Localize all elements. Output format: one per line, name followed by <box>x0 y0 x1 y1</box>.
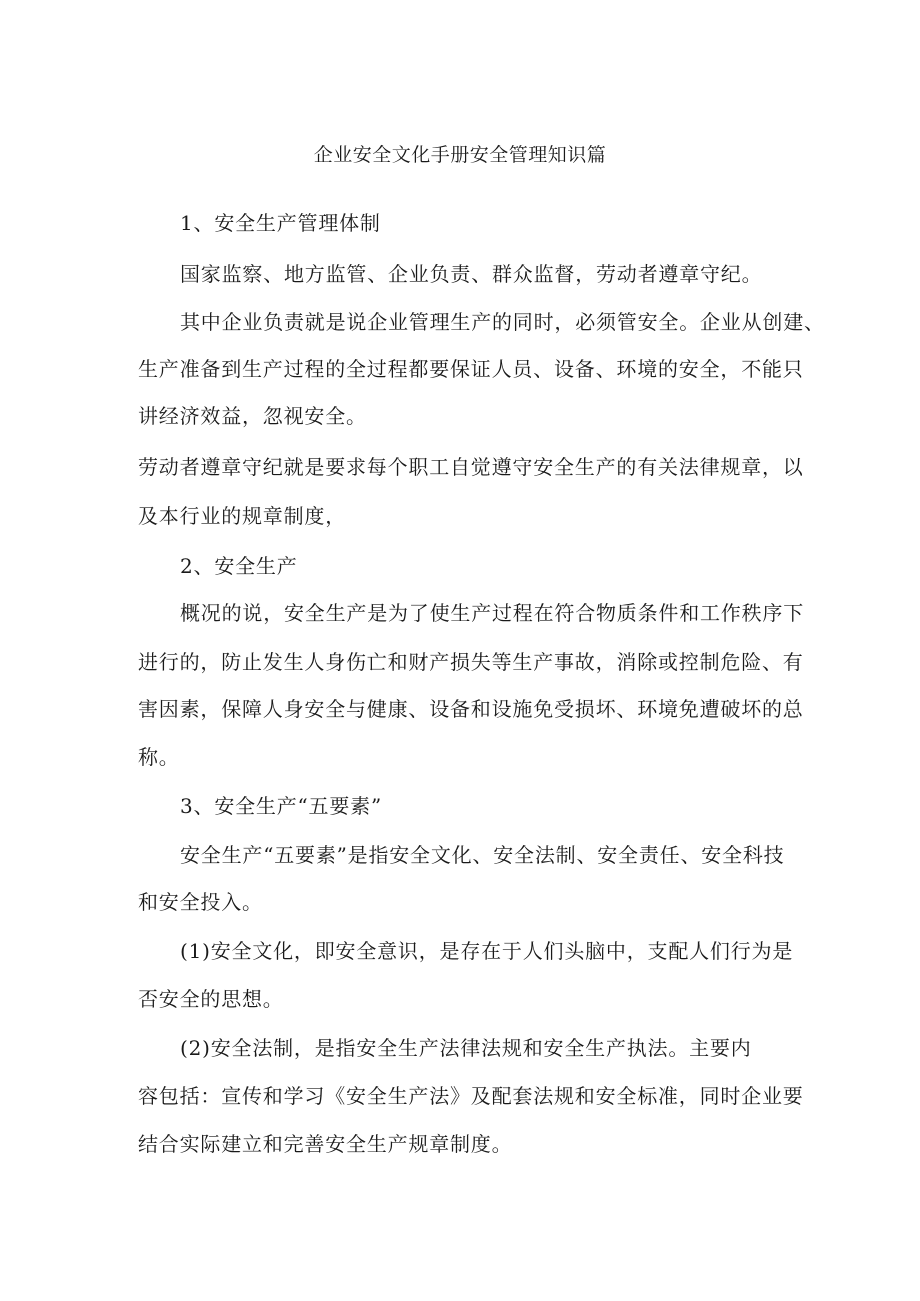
paragraph-line: 和安全投入。 <box>138 890 263 914</box>
paragraph-line: 容包括：宣传和学习《安全生产法》及配套法规和安全标准，同时企业要 <box>138 1084 804 1108</box>
paragraph-line: 进行的，防止发生人身伤亡和财产损失等生产事故，消除或控制危险、有 <box>138 650 804 674</box>
paragraph-line: (1)安全文化，即安全意识，是存在于人们头脑中，支配人们行为是 <box>180 939 794 963</box>
paragraph-line: 否安全的思想。 <box>138 987 284 1011</box>
paragraph-line: 称。 <box>138 745 180 769</box>
paragraph-line: 结合实际建立和完善安全生产规章制度。 <box>138 1132 513 1156</box>
section-heading: 3、安全生产“五要素” <box>180 794 382 818</box>
document-title: 企业安全文化手册安全管理知识篇 <box>313 144 607 166</box>
paragraph-line: 讲经济效益，忽视安全。 <box>138 404 367 428</box>
paragraph-line: 国家监察、地方监管、企业负责、群众监督，劳动者遵章守纪。 <box>180 262 763 286</box>
paragraph-line: 劳动者遵章守纪就是要求每个职工自觉遵守安全生产的有关法律规章，以 <box>138 455 804 479</box>
paragraph-line: 生产准备到生产过程的全过程都要保证人员、设备、环境的安全，不能只 <box>138 357 804 381</box>
paragraph-line: 害因素，保障人身安全与健康、设备和设施免受损坏、环境免遭破坏的总 <box>138 697 804 721</box>
paragraph-line: 其中企业负责就是说企业管理生产的同时，必须管安全。企业从创建、 <box>180 310 825 334</box>
paragraph-line: 安全生产“五要素”是指安全文化、安全法制、安全责任、安全科技 <box>180 843 785 867</box>
paragraph-line: 及本行业的规章制度， <box>138 504 346 528</box>
section-heading: 1、安全生产管理体制 <box>180 211 381 235</box>
paragraph-line: 概况的说，安全生产是为了使生产过程在符合物质条件和工作秩序下 <box>180 601 804 625</box>
section-heading: 2、安全生产 <box>180 554 298 578</box>
paragraph-line: (2)安全法制，是指安全生产法律法规和安全生产执法。主要内 <box>180 1036 752 1060</box>
